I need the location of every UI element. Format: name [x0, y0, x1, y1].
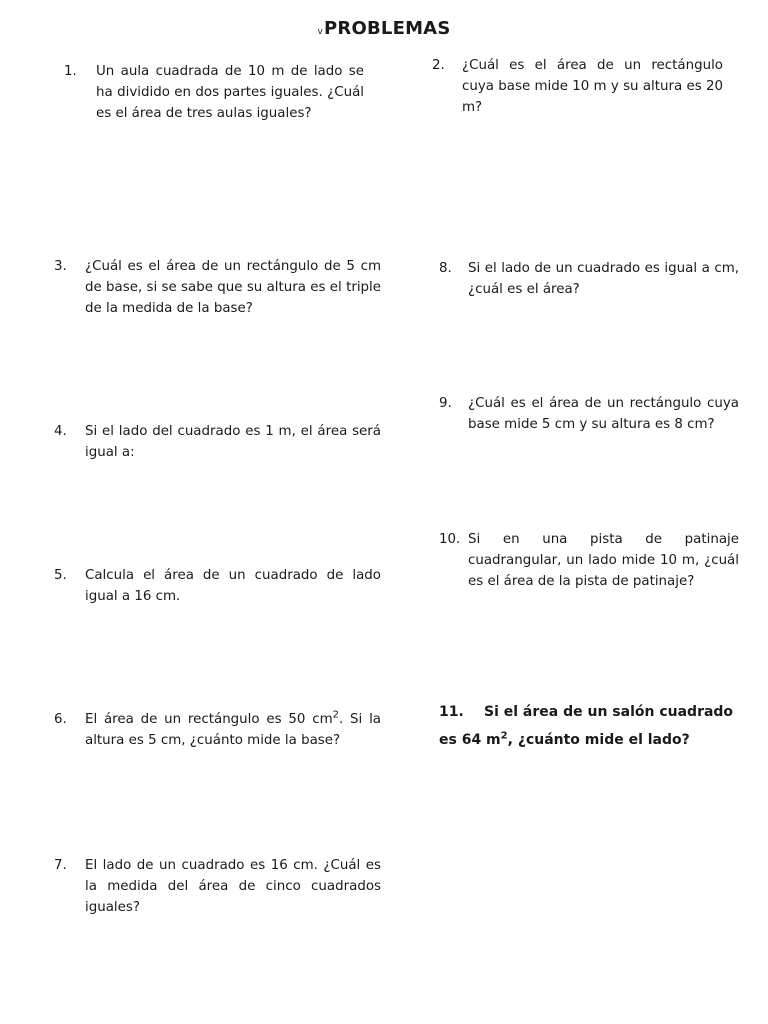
problem-number: 3. [54, 259, 67, 274]
problem-number: 1. [64, 64, 77, 79]
problem-6 [54, 709, 381, 751]
problem-text: ¿Cuál es el área de un rectángulo cuya base mide 5 cm y su altura es 8 cm? [468, 396, 739, 432]
problem-2 [432, 55, 723, 118]
problem-8 [439, 258, 739, 300]
problem-number: 4. [54, 424, 67, 439]
problem-3 [54, 256, 381, 319]
problem-text [439, 698, 739, 754]
superscript: 2 [500, 730, 508, 742]
problem-5 [54, 565, 381, 607]
problem-number: 5. [54, 568, 67, 583]
problem-11 [439, 698, 739, 754]
problem-9 [439, 393, 739, 435]
problem-text: Si el lado del cuadrado es 1 m, el área será igual a: [85, 424, 381, 460]
problem-number: 8. [439, 261, 452, 276]
superscript: 2 [332, 709, 339, 721]
problem-4 [54, 421, 381, 463]
problem-text-part: . Si la altura es 5 cm, ¿cuánto mide la base? [85, 712, 381, 748]
problem-number: 11. [439, 704, 464, 720]
title-text: PROBLEMAS [324, 18, 451, 39]
problem-number: 9. [439, 396, 452, 411]
problem-text: Si en una pista de patinaje cuadrangular, un lado mide 10 m, ¿cuál es el área de la pista de patinaje? [468, 532, 739, 589]
problem-1 [64, 61, 364, 124]
problem-text: Un aula cuadrada de 10 m de lado se ha dividido en dos partes iguales. ¿Cuál es el área de tres aulas iguales? [96, 64, 364, 121]
problem-text: El lado de un cuadrado es 16 cm. ¿Cuál es la medida del área de cinco cuadrados iguales? [85, 858, 381, 915]
problem-text: Calcula el área de un cuadrado de lado igual a 16 cm. [85, 568, 381, 604]
problem-text-part: El área de un rectángulo es 50 cm [85, 712, 333, 727]
problem-text: ¿Cuál es el área de un rectángulo cuya base mide 10 m y su altura es 20 m? [462, 58, 723, 115]
problem-number: 10. [439, 532, 461, 547]
page-title [0, 18, 768, 39]
problem-text: ¿Cuál es el área de un rectángulo de 5 cm de base, si se sabe que su altura es el triple de la medida de la base? [85, 259, 381, 316]
problem-10 [439, 529, 739, 592]
problem-7 [54, 855, 381, 918]
problem-text-part: , ¿cuánto mide el lado? [507, 732, 690, 748]
problem-number: 7. [54, 858, 67, 873]
problem-text [85, 709, 381, 751]
problem-number: 6. [54, 712, 67, 727]
problem-text: Si el lado de un cuadrado es igual a cm, ¿cuál es el área? [468, 261, 739, 297]
title-prefix: v [317, 27, 324, 37]
problem-number: 2. [432, 58, 445, 73]
problem-text-part: Si el área de un salón cuadrado es 64 m [439, 704, 734, 748]
